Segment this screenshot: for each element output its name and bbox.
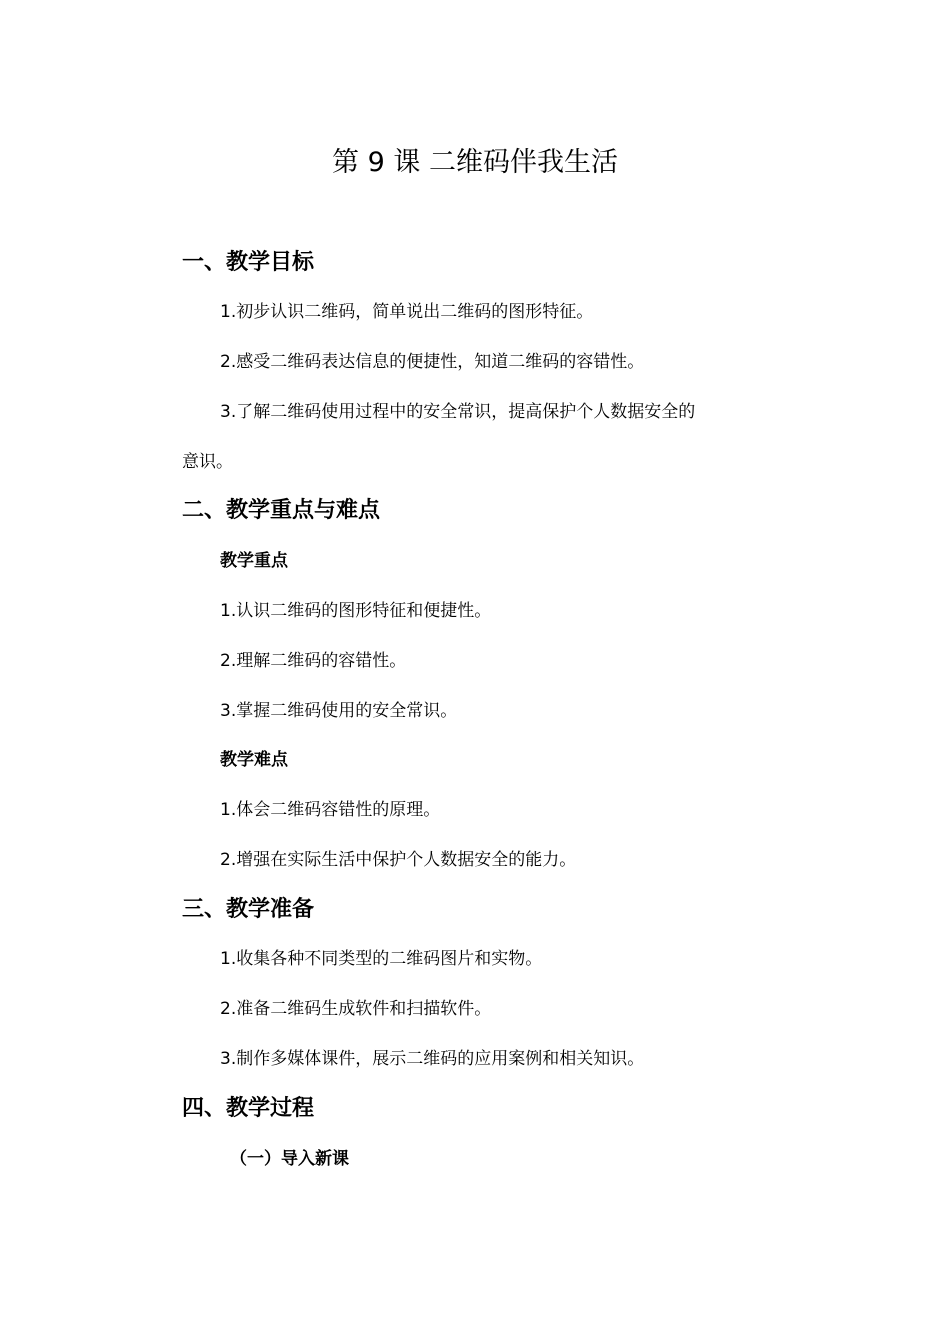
focus-item-1: 1.认识二维码的图形特征和便捷性。 xyxy=(220,601,492,621)
section-heading-process: 四、教学过程 xyxy=(182,1096,315,1121)
difficulty-item-2: 2.增强在实际生活中保护个人数据安全的能力。 xyxy=(220,850,577,870)
section-heading-key-points: 二、教学重点与难点 xyxy=(182,498,381,523)
preparation-item-3: 3.制作多媒体课件，展示二维码的应用案例和相关知识。 xyxy=(220,1049,645,1069)
subheading-intro: （一）导入新课 xyxy=(230,1149,349,1169)
focus-item-3: 3.掌握二维码使用的安全常识。 xyxy=(220,701,458,721)
preparation-item-2: 2.准备二维码生成软件和扫描软件。 xyxy=(220,999,492,1019)
subheading-focus: 教学重点 xyxy=(220,551,288,571)
goal-item-3-continuation: 意识。 xyxy=(182,452,233,472)
section-heading-preparation: 三、教学准备 xyxy=(182,897,315,922)
goal-item-3: 3.了解二维码使用过程中的安全常识，提高保护个人数据安全的 xyxy=(220,402,696,422)
preparation-item-1: 1.收集各种不同类型的二维码图片和实物。 xyxy=(220,949,543,969)
focus-item-2: 2.理解二维码的容错性。 xyxy=(220,651,407,671)
difficulty-item-1: 1.体会二维码容错性的原理。 xyxy=(220,800,441,820)
goal-item-2: 2.感受二维码表达信息的便捷性，知道二维码的容错性。 xyxy=(220,352,645,372)
section-heading-goals: 一、教学目标 xyxy=(182,250,315,275)
document-title: 第 9 课 二维码伴我生活 xyxy=(332,147,618,178)
goal-item-1: 1.初步认识二维码，简单说出二维码的图形特征。 xyxy=(220,302,594,322)
subheading-difficulty: 教学难点 xyxy=(220,750,288,770)
